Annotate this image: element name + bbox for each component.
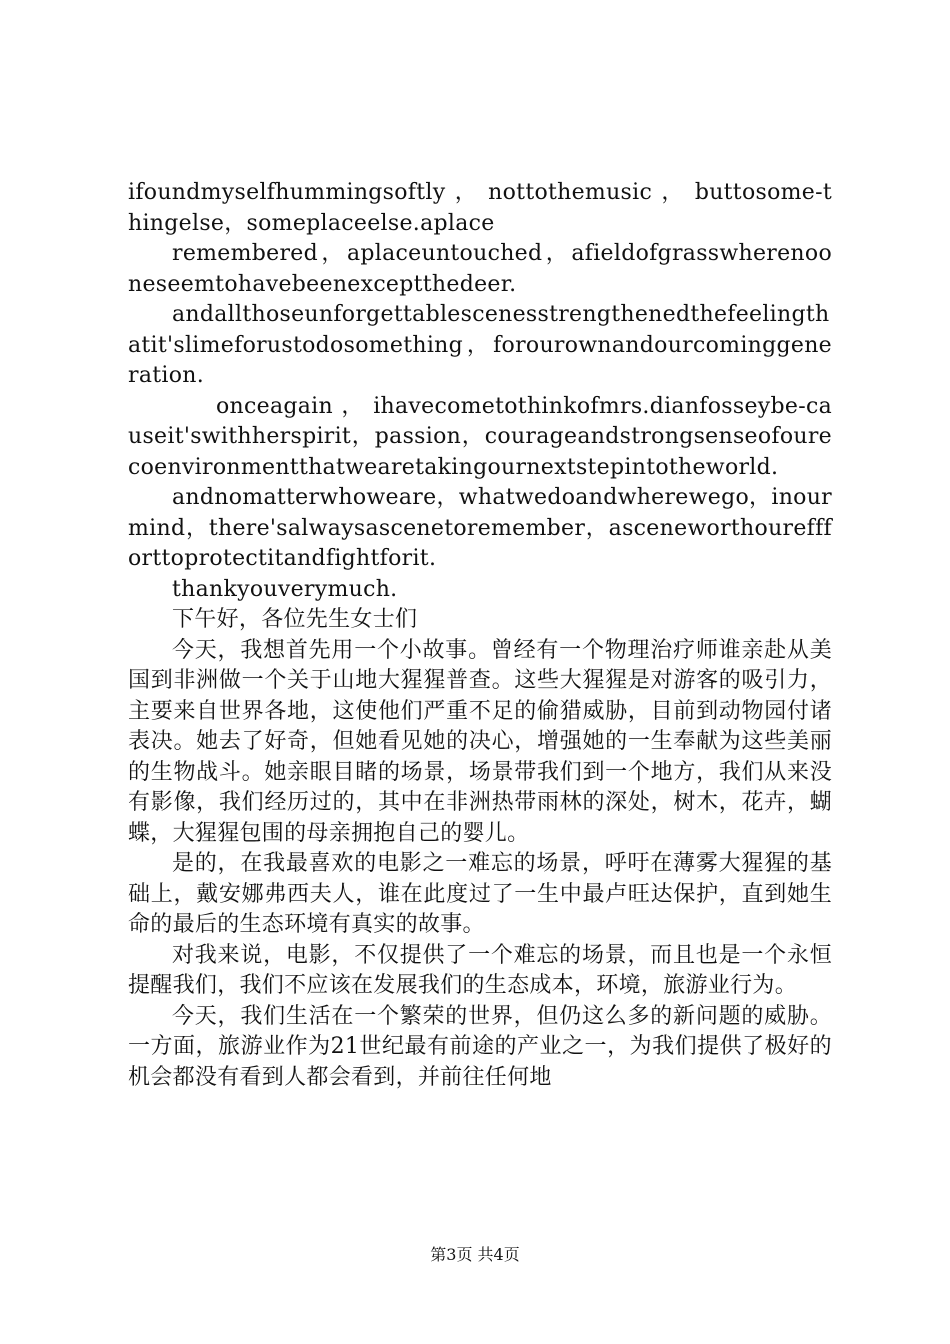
paragraph-today: 今天，我们生活在一个繁荣的世界，但仍这么多的新问题的威胁。一方面，旅游业作为21世纪最有前途的产业之一，为我们提供了极好的机会都没有看到人都会看到，并前往任何地 [128, 1003, 832, 1090]
paragraph-remembered: remembered，aplaceuntouched，afieldofgrasswherenooneseemtohavebeenexceptthedeer. [128, 241, 832, 297]
paragraph-once-again: onceagain ， ihavecometothinkofmrs.dianfosseybe-causeit'swithherspirit，passion，courageandstrongsenseofourecoenvironmentthatwearetakingournextstepintotheworld. [128, 393, 832, 480]
page-number-footer: 第3页 共4页 [430, 1245, 520, 1264]
paragraph-story: 今天，我想首先用一个小故事。曾经有一个物理治疗师谁亲赴从美国到非洲做一个关于山地大猩猩普查。这些大猩猩是对游客的吸引力，主要来自世界各地，这使他们严重不足的偷猎威胁，目前到动物园付诸表决。她去了好奇，但她看见她的决心，增强她的一生奉献为这些美丽的生物战斗。她亲眼目睹的场景，场景带我们到一个地方，我们从来没有影像，我们经历过的，其中在非洲热带雨林的深处，树木，花卉，蝴蝶，大猩猩包围的母亲拥抱自己的婴儿。 [128, 637, 832, 846]
paragraph-humming: ifoundmyselfhummingsoftly ， nottothemusic ， buttosome-thingelse，someplaceelse.aplace [128, 180, 832, 236]
paragraph-unforgettable-scenes: andallthoseunforgettablescenesstrengthenedthefeelingthatit'slimeforustodosomething，forourownandourcominggeneration. [128, 302, 832, 388]
paragraph-favorite-movie: 是的，在我最喜欢的电影之一难忘的场景，呼吁在薄雾大猩猩的基础上，戴安娜弗西夫人，谁在此度过了一生中最卢旺达保护，直到她生命的最后的生态环境有真实的故事。 [128, 851, 832, 937]
paragraph-no-matter-who: andnomatterwhoweare，whatwedoandwherewego，inourmind，there'salwaysascenetoremember，asceneworthoureffforttoprotectitandfightforit. [128, 485, 832, 571]
document-body [128, 178, 832, 1093]
paragraph-greeting: 下午好，各位先生女士们 [172, 607, 418, 632]
paragraph-for-me: 对我来说，电影，不仅提供了一个难忘的场景，而且也是一个永恒提醒我们，我们不应该在发展我们的生态成本，环境，旅游业行为。 [128, 942, 832, 998]
paragraph-thank-you: thankyouverymuch. [172, 576, 398, 602]
